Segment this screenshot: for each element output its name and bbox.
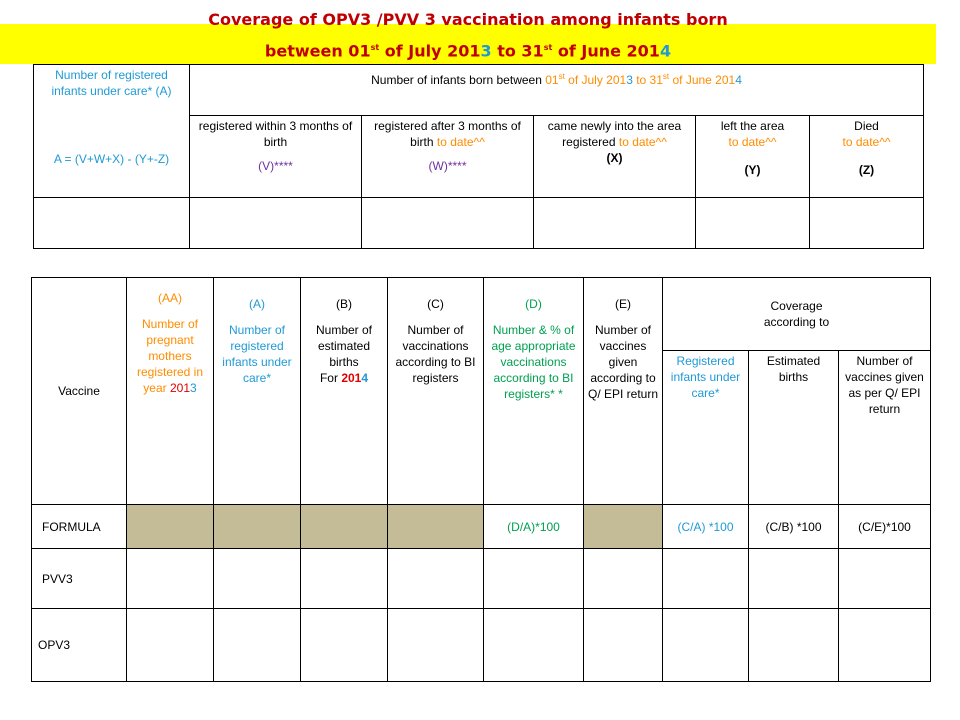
formula-cov-estimated: (C/B) *100	[749, 505, 839, 549]
formula-label: FORMULA	[32, 505, 127, 549]
formula-aa-shaded	[127, 505, 214, 549]
formula-a-shaded	[214, 505, 301, 549]
pvv3-cell-d[interactable]	[484, 549, 584, 609]
registered-infants-header: Number of registered infants under care* (A) A = (V+W+X) - (Y+-Z)	[34, 65, 190, 198]
opv3-cell-a[interactable]	[214, 609, 301, 682]
formula-cov-registered: (C/A) *100	[663, 505, 749, 549]
infants-born-header: Number of infants born between 01st of July 2013 to 31st of June 2014	[190, 65, 924, 116]
data-cell-y[interactable]	[696, 198, 810, 249]
opv3-cell-c[interactable]	[388, 609, 484, 682]
data-cell-w[interactable]	[362, 198, 534, 249]
pvv3-cell-cov-estimated[interactable]	[749, 549, 839, 609]
cov-vaccines-header: Number of vaccines given as per Q/ EPI return	[839, 351, 931, 505]
formula-e-shaded	[584, 505, 663, 549]
col-d-header: (D) Number & % of age appropriate vaccinations according to BI registers* *	[484, 278, 584, 505]
data-cell-x[interactable]	[534, 198, 696, 249]
row-pvv3-label: PVV3	[32, 549, 127, 609]
cov-registered-header: Registered infants under care*	[663, 351, 749, 505]
opv3-cell-aa[interactable]	[127, 609, 214, 682]
pvv3-cell-e[interactable]	[584, 549, 663, 609]
pvv3-cell-c[interactable]	[388, 549, 484, 609]
col-a-header: (A) Number of registered infants under care*	[214, 278, 301, 505]
pvv3-cell-cov-registered[interactable]	[663, 549, 749, 609]
vaccine-coverage-table	[31, 277, 931, 682]
pvv3-cell-b[interactable]	[301, 549, 388, 609]
page-title-line2: between 01st of July 2013 to 31st of June 2014	[264, 41, 672, 61]
opv3-cell-b[interactable]	[301, 609, 388, 682]
opv3-cell-e[interactable]	[584, 609, 663, 682]
col-v-header: registered within 3 months of birth (V)****	[190, 116, 362, 198]
col-c-header: (C) Number of vaccinations according to BI registers	[388, 278, 484, 505]
formula-cov-vaccines: (C/E)*100	[839, 505, 931, 549]
col-y-header: left the area to date^^ (Y)	[696, 116, 810, 198]
opv3-cell-d[interactable]	[484, 609, 584, 682]
pvv3-cell-cov-vaccines[interactable]	[839, 549, 931, 609]
formula-b-shaded	[301, 505, 388, 549]
coverage-header: Coverage according to	[663, 278, 931, 351]
vaccine-header: Vaccine	[32, 278, 127, 505]
opv3-cell-cov-estimated[interactable]	[749, 609, 839, 682]
opv3-cell-cov-registered[interactable]	[663, 609, 749, 682]
a-formula: A = (V+W+X) - (Y+-Z)	[53, 152, 170, 166]
formula-c-shaded	[388, 505, 484, 549]
col-x-header: came newly into the area registered to date^^ (X)	[534, 116, 696, 198]
infants-registration-table	[33, 64, 924, 249]
data-cell-v[interactable]	[190, 198, 362, 249]
data-cell-a[interactable]	[34, 198, 190, 249]
col-z-header: Died to date^^ (Z)	[810, 116, 924, 198]
pvv3-cell-aa[interactable]	[127, 549, 214, 609]
pvv3-cell-a[interactable]	[214, 549, 301, 609]
cov-estimated-header: Estimated births	[749, 351, 839, 505]
col-e-header: (E) Number of vaccines given according to Q/ EPI return	[584, 278, 663, 505]
formula-d: (D/A)*100	[484, 505, 584, 549]
col-b-header: (B) Number of estimated births For 2014	[301, 278, 388, 505]
row-opv3-label: OPV3	[32, 609, 127, 682]
data-cell-z[interactable]	[810, 198, 924, 249]
opv3-cell-cov-vaccines[interactable]	[839, 609, 931, 682]
col-aa-header: (AA) Number of pregnant mothers registered in year 2013	[127, 278, 214, 505]
page-title-line1: Coverage of OPV3 /PVV 3 vaccination among infants born	[208, 10, 728, 29]
col-w-header: registered after 3 months of birth to date^^ (W)****	[362, 116, 534, 198]
